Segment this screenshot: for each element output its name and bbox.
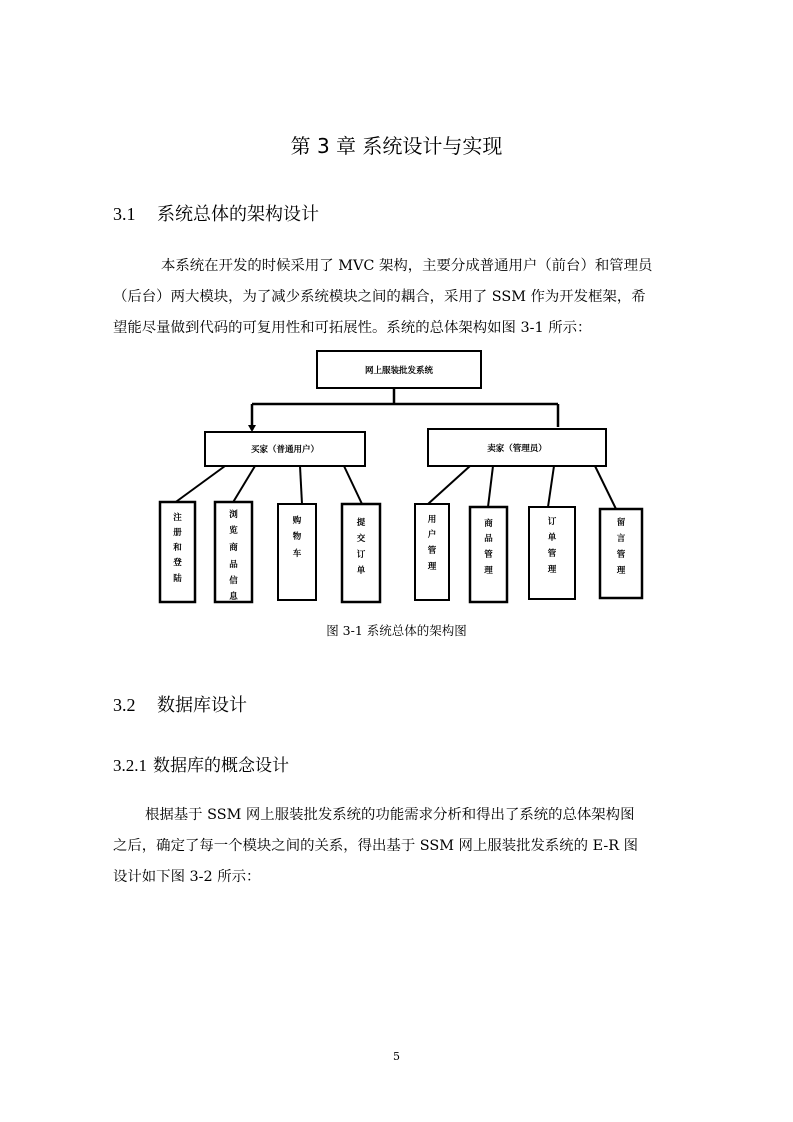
svg-text:订: 订 [547,517,557,527]
svg-text:登: 登 [173,558,182,568]
leaf-message-management [600,509,642,598]
section-3-2-heading [113,691,247,717]
svg-text:购: 购 [292,516,302,526]
svg-text:理: 理 [547,565,557,575]
svg-text:管: 管 [616,550,626,560]
section-number: 3.1 [113,204,136,224]
svg-text:留: 留 [616,518,626,528]
leaf-product-management [470,507,507,602]
paragraph-line: 根据基于 SSM 网上服装批发系统的功能需求分析和得出了系统的总体架构图 [145,807,635,823]
leaf-order-management [529,507,575,599]
chapter-title: 第 3 章 系统设计与实现 [290,134,503,158]
figure-caption: 图 3-1 系统总体的架构图 [326,623,467,638]
svg-text:册: 册 [173,528,182,538]
svg-text:信: 信 [229,576,238,586]
svg-text:管: 管 [547,549,557,559]
svg-text:管: 管 [427,546,437,556]
leaf-user-management [415,504,449,600]
svg-text:和: 和 [173,543,182,553]
architecture-diagram [148,345,654,610]
svg-text:理: 理 [616,566,626,576]
svg-text:览: 览 [229,526,238,536]
paragraph-line: 设计如下图 3-2 所示： [113,869,261,885]
svg-text:单: 单 [547,533,557,543]
section-title: 数据库的概念设计 [153,756,289,776]
section-title: 系统总体的架构设计 [157,204,319,225]
seller-node-label: 卖家（管理员） [487,444,547,454]
svg-text:订: 订 [356,550,366,560]
leaf-submit-order [342,504,380,602]
svg-text:商: 商 [229,543,238,553]
svg-text:商: 商 [484,519,493,529]
leaf-browse-products [215,502,252,602]
section-3-1-heading [113,200,319,226]
paragraph-line: （后台）两大模块，为了减少系统模块之间的耦合，采用了 SSM 作为开发框架，希 [113,289,646,305]
leaf-shopping-cart [278,504,316,600]
section-number: 3.2.1 [113,756,147,775]
section-3-2-1-heading [113,751,289,776]
buyer-node-label: 买家（普通用户） [250,445,320,455]
svg-text:提: 提 [356,518,366,528]
section-number: 3.2 [113,695,136,715]
page-number: 5 [393,1050,400,1063]
svg-text:物: 物 [292,532,302,542]
svg-text:注: 注 [173,513,182,523]
root-node-label: 网上服装批发系统 [364,366,434,376]
svg-text:陆: 陆 [173,574,182,584]
svg-text:车: 车 [292,549,302,559]
paragraph-line: 之后，确定了每一个模块之间的关系，得出基于 SSM 网上服装批发系统的 E-R 图 [113,838,639,854]
paragraph-architecture [113,251,687,344]
svg-text:言: 言 [616,534,626,544]
svg-text:品: 品 [484,534,493,544]
svg-text:户: 户 [427,530,437,540]
svg-text:理: 理 [484,566,493,576]
paragraph-er-design [113,800,687,893]
svg-text:交: 交 [356,534,366,544]
svg-text:浏: 浏 [229,510,238,520]
svg-text:管: 管 [484,550,493,560]
svg-text:品: 品 [229,560,238,570]
svg-text:理: 理 [427,562,437,572]
section-title: 数据库设计 [157,695,247,716]
svg-text:单: 单 [356,566,366,576]
svg-text:用: 用 [427,515,437,525]
paragraph-line: 望能尽量做到代码的可复用性和可拓展性。系统的总体架构如图 3-1 所示： [113,320,592,336]
paragraph-line: 本系统在开发的时候采用了 MVC 架构，主要分成普通用户（前台）和管理员 [161,258,653,274]
svg-text:息: 息 [229,592,238,602]
leaf-register-login [160,502,195,602]
